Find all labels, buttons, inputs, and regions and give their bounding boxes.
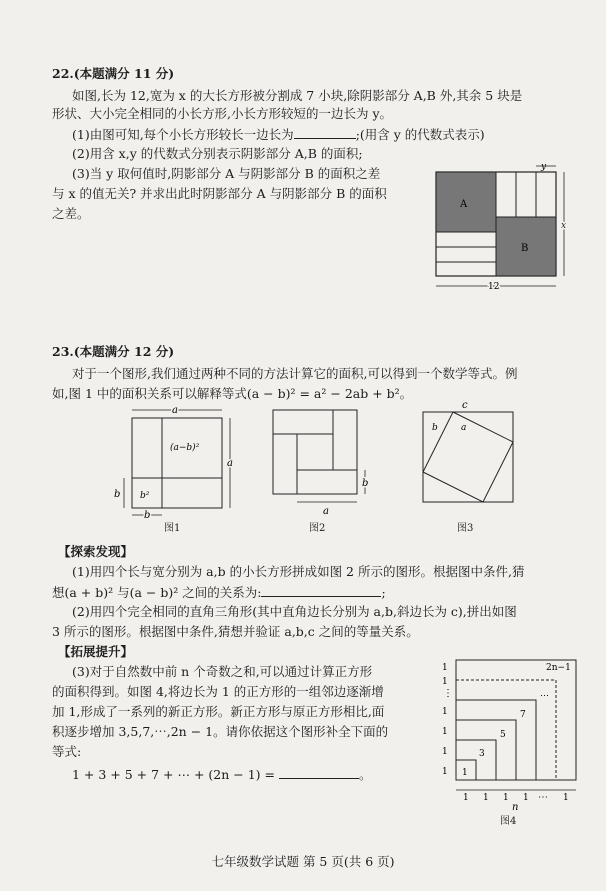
q22-sub-1-text: (1)由图可知,每个小长方形较长一边长为	[72, 127, 294, 142]
fig1-label-a-right: a	[227, 458, 233, 469]
fig4-side-label: 1	[442, 707, 448, 717]
fig4-bottom-label: 1	[563, 793, 569, 803]
page-footer: 七年级数学试题 第 5 页(共 6 页)	[211, 854, 395, 869]
q22-label-b: B	[521, 243, 529, 254]
q22-sub-3-line-1: (3)当 y 取何值时,阴影部分 A 与阴影部分 B 的面积之差	[72, 166, 381, 181]
q22-sub-1-tail: ;(用含 y 的代数式表示)	[355, 127, 485, 142]
q23-sub-3-line-5: 等式:	[52, 744, 82, 759]
fig3-label-b: b	[432, 423, 438, 433]
fig4-side-label: 1	[442, 663, 448, 673]
fig1-label-square: (a−b)²	[170, 443, 200, 453]
q22-answer-blank-1[interactable]	[294, 126, 356, 139]
fig3-caption: 图3	[457, 523, 474, 534]
fig4-side-label: 1	[442, 767, 448, 777]
q23-sub-3-line-4: 积逐步增加 3,5,7,⋯,2n − 1。请你依据这个图形补全下面的	[52, 724, 389, 739]
q22-para-2: 形状、大小完全相同的小长方形,小长方形较短的一边长为 y。	[52, 106, 393, 121]
q23-sub-3-line-2: 的面积得到。如图 4,将边长为 1 的正方形的一组邻边逐渐增	[52, 684, 384, 699]
q23-sub-1-line-2	[52, 584, 386, 601]
q23-answer-blank-2[interactable]	[279, 766, 359, 779]
fig4-side-label: 1	[442, 727, 448, 737]
fig4-bottom-label: 1	[523, 793, 529, 803]
fig1-label-b-squared: b²	[140, 491, 150, 501]
fig1-label-b-left: b	[114, 489, 121, 500]
q22-label-a: A	[460, 199, 468, 210]
q23-equation-tail: 。	[359, 767, 372, 782]
q22-label-length: 12	[488, 282, 500, 292]
fig4-side-label: 1	[442, 677, 448, 687]
q23-para-1: 对于一个图形,我们通过两种不同的方法计算它的面积,可以得到一个数学等式。例	[72, 366, 518, 381]
fig4-horizontal-dots: ⋯	[538, 792, 548, 803]
fig4-region-label: ⋯	[540, 691, 549, 701]
q22-label-x: x	[561, 221, 567, 231]
q22-heading: 22.(本题满分 11 分)	[52, 66, 175, 81]
fig1-label-b-bottom: b	[144, 510, 151, 520]
fig4-region-label: 7	[520, 710, 526, 720]
fig3-label-a: a	[461, 423, 467, 433]
figure-3	[415, 398, 520, 520]
fig4-region-label: 5	[500, 730, 506, 740]
section-extend: 【拓展提升】	[58, 644, 134, 659]
fig4-side-label: 1	[442, 747, 448, 757]
figure-4	[434, 656, 584, 822]
section-explore: 【探索发现】	[58, 544, 134, 559]
q23-sub-1-line-1: (1)用四个长与宽分别为 a,b 的小长方形拼成如图 2 所示的图形。根据图中条件,猜	[72, 564, 525, 579]
q23-sub-2-line-1: (2)用四个完全相同的直角三角形(其中直角边长分别为 a,b,斜边长为 c),拼出如图	[72, 604, 517, 619]
q23-sub-3-line-3: 加 1,形成了一系列的新正方形。新正方形与原正方形相比,面	[52, 704, 385, 719]
fig1-caption: 图1	[164, 523, 181, 534]
fig2-outer-square	[273, 410, 357, 494]
fig3-label-c: c	[462, 400, 468, 411]
fig2-inner-square	[297, 434, 333, 470]
q23-heading: 23.(本题满分 12 分)	[52, 344, 175, 359]
fig4-bottom-label: 1	[483, 793, 489, 803]
q23-sub-1-text: 想(a + b)² 与(a − b)² 之间的关系为:	[52, 585, 262, 600]
q22-sub-3-line-2: 与 x 的值无关? 并求出此时阴影部分 A 与阴影部分 B 的面积	[52, 186, 387, 201]
fig2-label-a: a	[323, 506, 329, 517]
fig4-region-label: 3	[479, 749, 485, 759]
q23-answer-blank-1[interactable]	[261, 584, 381, 597]
q23-equation	[72, 766, 372, 783]
q23-sub-2-line-2: 3 所示的图形。根据图中条件,猜想并验证 a,b,c 之间的等量关系。	[52, 624, 419, 639]
q22-figure	[420, 160, 580, 295]
fig4-caption: 图4	[500, 816, 517, 827]
fig4-bottom-label: 1	[503, 793, 509, 803]
figure-2	[265, 400, 385, 520]
q22-sub-3-line-3: 之差。	[52, 206, 90, 221]
q23-para-2: 如,图 1 中的面积关系可以解释等式(a − b)² = a² − 2ab + b²。	[52, 386, 413, 401]
figure-1	[110, 400, 245, 520]
q22-label-y: y	[541, 162, 547, 172]
q23-equation-text: 1 + 3 + 5 + 7 + ⋯ + (2n − 1) =	[72, 767, 275, 782]
fig4-region-label: 2n−1	[546, 663, 571, 673]
fig1-label-a-top: a	[172, 405, 178, 416]
fig4-vertical-dots: ⋮	[443, 688, 453, 699]
q22-sub-1	[72, 126, 485, 143]
fig2-caption: 图2	[309, 523, 326, 534]
q22-para-1: 如图,长为 12,宽为 x 的大长方形被分割成 7 小块,除阴影部分 A,B 外,其余 5 块是	[72, 88, 523, 103]
fig2-label-b: b	[362, 478, 369, 489]
fig4-bottom-label: 1	[463, 793, 469, 803]
q23-sub-1-tail: ;	[381, 585, 386, 600]
fig4-region-label: 1	[462, 768, 468, 778]
fig4-label-n: n	[512, 802, 519, 813]
q23-sub-3-line-1: (3)对于自然数中前 n 个奇数之和,可以通过计算正方形	[72, 664, 373, 679]
q22-sub-2: (2)用含 x,y 的代数式分别表示阴影部分 A,B 的面积;	[72, 146, 363, 161]
